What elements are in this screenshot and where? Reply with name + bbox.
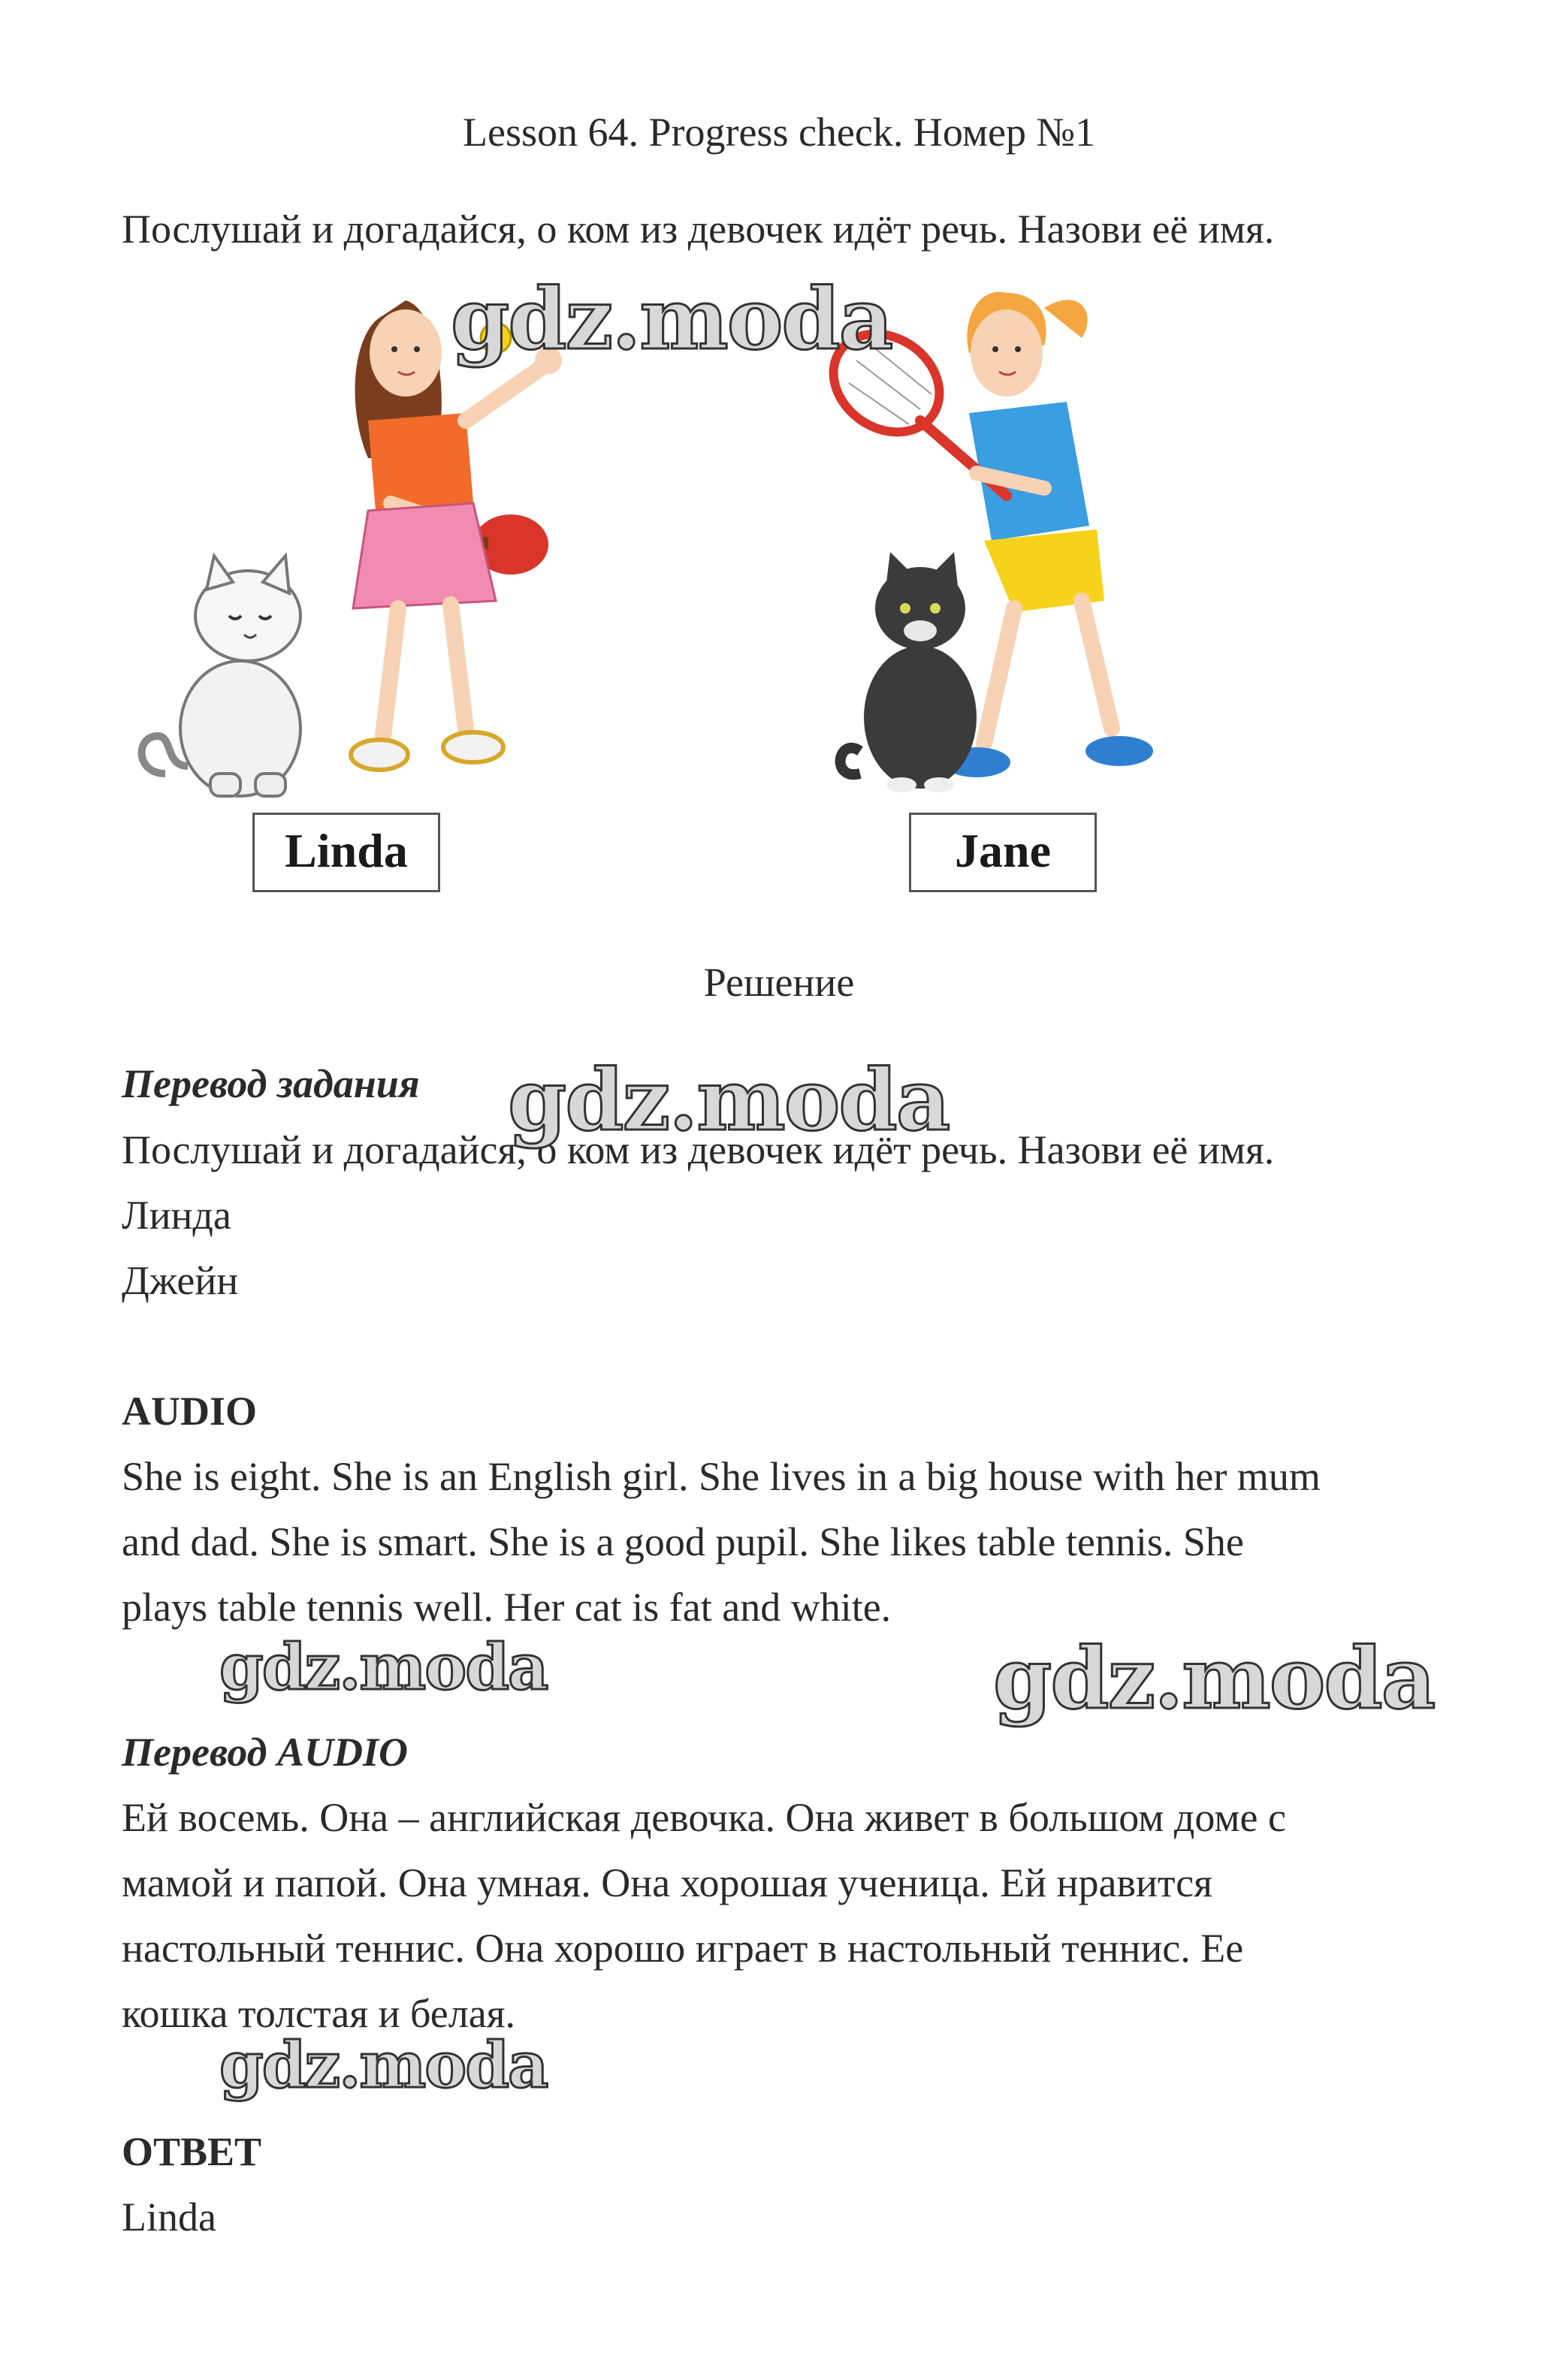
translation-name-2: Джейн bbox=[122, 1258, 239, 1303]
jane-label: Jane bbox=[909, 813, 1097, 892]
audio-line: and dad. She is smart. She is a good pupil. She likes table tennis. She bbox=[122, 1519, 1244, 1564]
audio-translation-line: Ей восемь. Она – английская девочка. Она живет в большом доме с bbox=[122, 1795, 1286, 1840]
linda-label: Linda bbox=[252, 813, 440, 892]
audio-heading: AUDIO bbox=[122, 1389, 258, 1434]
watermark: gdz.moda bbox=[219, 1630, 548, 1704]
audio-translation-line: мамой и папой. Она умная. Она хорошая ученица. Ей нравится bbox=[122, 1860, 1212, 1905]
watermark: gdz.moda bbox=[219, 2028, 548, 2102]
page-title: Lesson 64. Progress check. Номер №1 bbox=[462, 110, 1095, 155]
translation-name-1: Линда bbox=[122, 1193, 231, 1238]
audio-translation-line: кошка толстая и белая. bbox=[122, 1991, 515, 2036]
answer-value: Linda bbox=[122, 2194, 216, 2240]
audio-line: She is eight. She is an English girl. She lives in a big house with her mum bbox=[122, 1454, 1321, 1499]
watermark: gdz.moda bbox=[451, 270, 892, 369]
watermark: gdz.moda bbox=[993, 1630, 1435, 1728]
solution-label: Решение bbox=[703, 960, 855, 1005]
black-cat-illustration bbox=[830, 548, 995, 796]
white-cat-illustration bbox=[135, 548, 331, 804]
task-instruction: Послушай и догадайся, о ком из девочек идёт речь. Назови её имя. bbox=[122, 207, 1275, 252]
audio-line: plays table tennis well. Her cat is fat and white. bbox=[122, 1585, 892, 1630]
translation-instruction: Послушай и догадайся, о ком из девочек идёт речь. Назови её имя. bbox=[122, 1127, 1275, 1172]
watermark: gdz.moda bbox=[508, 1051, 950, 1150]
answer-heading: ОТВЕТ bbox=[122, 2129, 262, 2174]
translation-heading: Перевод задания bbox=[122, 1061, 420, 1106]
audio-translation-heading: Перевод AUDIO bbox=[122, 1730, 408, 1775]
audio-translation-line: настольный теннис. Она хорошо играет в настольный теннис. Ее bbox=[122, 1926, 1244, 1971]
